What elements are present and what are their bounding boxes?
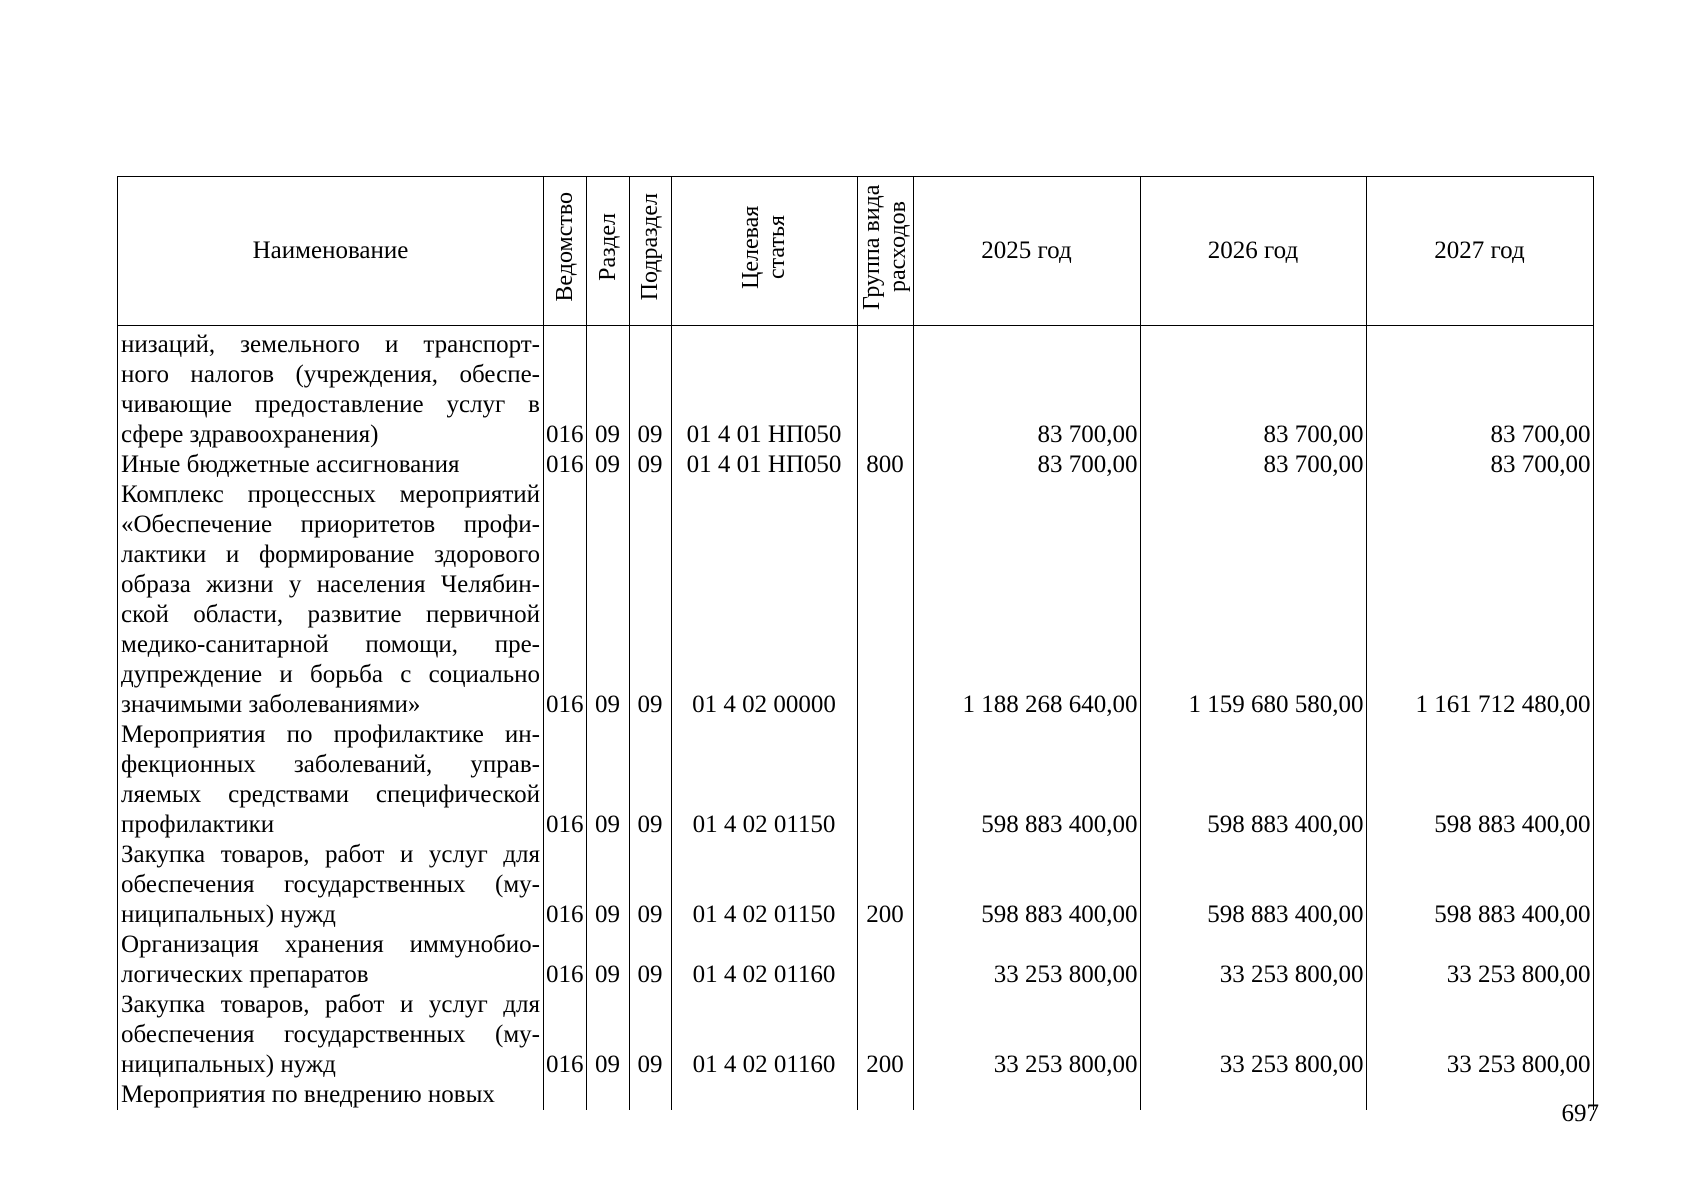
cell-2026 (1140, 1080, 1366, 1110)
cell-subsection: 09 (629, 990, 671, 1080)
cell-name (118, 1080, 544, 1110)
cell-section: 09 (586, 990, 629, 1080)
name-line: лактики и формирование здорового (121, 541, 540, 568)
cell-section: 09 (586, 840, 629, 930)
cell-section: 09 (586, 720, 629, 840)
cell-department: 016 (544, 720, 587, 840)
cell-expense-group (857, 480, 913, 720)
cell-2025: 598 883 400,00 (913, 840, 1140, 930)
cell-expense-group (857, 930, 913, 990)
name-line: логических препаратов (121, 961, 369, 988)
page-number: 697 (1561, 1100, 1599, 1127)
cell-2025: 1 188 268 640,00 (913, 480, 1140, 720)
table-row (118, 1080, 1594, 1110)
name-line: «Обеспечение приоритетов профи- (121, 511, 540, 538)
cell-2025: 598 883 400,00 (913, 720, 1140, 840)
cell-2026: 33 253 800,00 (1140, 990, 1366, 1080)
cell-expense-group (857, 1080, 913, 1110)
cell-name (118, 990, 544, 1080)
cell-target-article: 01 4 02 01150 (671, 840, 857, 930)
cell-2026: 83 700,00 (1140, 450, 1366, 480)
cell-target-article: 01 4 02 01160 (671, 930, 857, 990)
cell-section: 09 (586, 480, 629, 720)
cell-name (118, 480, 544, 720)
cell-2025: 83 700,00 (913, 330, 1140, 450)
cell-subsection: 09 (629, 330, 671, 450)
table-body (118, 326, 1594, 1111)
cell-2027: 83 700,00 (1366, 450, 1593, 480)
cell-department: 016 (544, 990, 587, 1080)
cell-name (118, 450, 544, 480)
cell-subsection: 09 (629, 720, 671, 840)
cell-2027 (1366, 1080, 1593, 1110)
name-line: ниципальных) нужд (121, 1051, 336, 1078)
cell-target-article: 01 4 01 НП050 (671, 330, 857, 450)
cell-department: 016 (544, 330, 587, 450)
cell-department: 016 (544, 480, 587, 720)
header-expense-group: Группа вида расходов (857, 177, 913, 326)
table-row (118, 450, 1594, 480)
header-target-article: Целевая статья (671, 177, 857, 326)
cell-target-article: 01 4 02 01160 (671, 990, 857, 1080)
header-department: Ведомство (544, 177, 587, 326)
header-name: Наименование (118, 177, 544, 326)
table-row (118, 330, 1594, 450)
cell-2026: 33 253 800,00 (1140, 930, 1366, 990)
cell-department: 016 (544, 450, 587, 480)
name-line: дупреждение и борьба с социально (121, 661, 540, 688)
cell-expense-group (857, 330, 913, 450)
name-line: образа жизни у населения Челябин- (121, 571, 540, 598)
cell-target-article: 01 4 01 НП050 (671, 450, 857, 480)
cell-2027: 1 161 712 480,00 (1366, 480, 1593, 720)
cell-target-article (671, 1080, 857, 1110)
name-line: Иные бюджетные ассигнования (121, 451, 460, 478)
table-row (118, 990, 1594, 1080)
name-line: низаций, земельного и транспорт- (121, 331, 540, 358)
cell-section: 09 (586, 930, 629, 990)
name-line: ляемых средствами специфической (121, 781, 540, 808)
cell-subsection: 09 (629, 840, 671, 930)
name-line: обеспечения государственных (му- (121, 1021, 540, 1048)
budget-table (117, 176, 1594, 1110)
name-line: медико-санитарной помощи, пре- (121, 631, 540, 658)
cell-name (118, 720, 544, 840)
cell-2025: 83 700,00 (913, 450, 1140, 480)
cell-subsection (629, 1080, 671, 1110)
header-2027: 2027 год (1366, 177, 1593, 326)
cell-2026: 598 883 400,00 (1140, 720, 1366, 840)
cell-2027: 598 883 400,00 (1366, 840, 1593, 930)
header-subsection: Подраздел (629, 177, 671, 326)
name-line: фекционных заболеваний, управ- (121, 751, 540, 778)
cell-2027: 33 253 800,00 (1366, 930, 1593, 990)
cell-section (586, 1080, 629, 1110)
cell-2027: 83 700,00 (1366, 330, 1593, 450)
header-2026: 2026 год (1140, 177, 1366, 326)
name-line: Закупка товаров, работ и услуг для (121, 841, 540, 868)
cell-subsection: 09 (629, 450, 671, 480)
cell-2026: 1 159 680 580,00 (1140, 480, 1366, 720)
cell-2027: 598 883 400,00 (1366, 720, 1593, 840)
cell-expense-group: 200 (857, 840, 913, 930)
cell-subsection: 09 (629, 930, 671, 990)
name-line: чивающие предоставление услуг в (121, 391, 540, 418)
cell-section: 09 (586, 330, 629, 450)
cell-expense-group: 200 (857, 990, 913, 1080)
cell-section: 09 (586, 450, 629, 480)
cell-2025 (913, 1080, 1140, 1110)
name-line: Организация хранения иммунобио- (121, 931, 540, 958)
cell-2026: 598 883 400,00 (1140, 840, 1366, 930)
cell-name (118, 330, 544, 450)
name-line: обеспечения государственных (му- (121, 871, 540, 898)
name-line: ниципальных) нужд (121, 901, 336, 928)
header-2025: 2025 год (913, 177, 1140, 326)
cell-2025: 33 253 800,00 (913, 930, 1140, 990)
cell-target-article: 01 4 02 01150 (671, 720, 857, 840)
cell-department: 016 (544, 930, 587, 990)
cell-name (118, 840, 544, 930)
cell-expense-group: 800 (857, 450, 913, 480)
header-section: Раздел (586, 177, 629, 326)
name-line: ской области, развитие первичной (121, 601, 540, 628)
name-line: значимыми заболеваниями» (121, 691, 421, 718)
cell-subsection: 09 (629, 480, 671, 720)
name-line: Мероприятия по профилактике ин- (121, 721, 540, 748)
cell-2025: 33 253 800,00 (913, 990, 1140, 1080)
cell-target-article: 01 4 02 00000 (671, 480, 857, 720)
cell-department (544, 1080, 587, 1110)
name-line: ного налогов (учреждения, обеспе- (121, 361, 540, 388)
name-line: профилактики (121, 811, 275, 838)
cell-expense-group (857, 720, 913, 840)
cell-2026: 83 700,00 (1140, 330, 1366, 450)
table-row (118, 930, 1594, 990)
name-line: сфере здравоохранения) (121, 421, 379, 448)
name-line: Мероприятия по внедрению новых (121, 1081, 495, 1108)
name-line: Закупка товаров, работ и услуг для (121, 991, 540, 1018)
cell-2027: 33 253 800,00 (1366, 990, 1593, 1080)
name-line: Комплекс процессных мероприятий (121, 481, 540, 508)
table-row (118, 720, 1594, 840)
table-row (118, 840, 1594, 930)
cell-name (118, 930, 544, 990)
table-header (118, 177, 1594, 326)
table-row (118, 480, 1594, 720)
cell-department: 016 (544, 840, 587, 930)
